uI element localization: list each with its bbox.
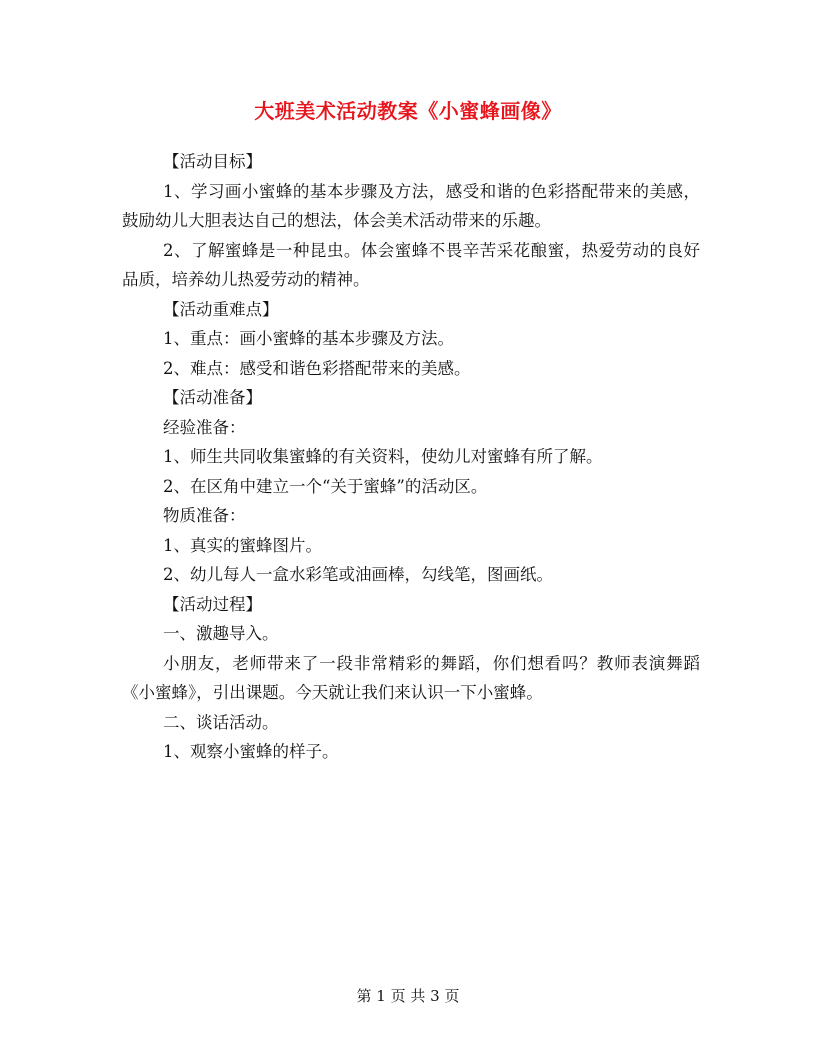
key-point-2: 2、难点：感受和谐色彩搭配带来的美感。 (163, 358, 471, 378)
subheading-experience-prep: 经验准备： (163, 417, 246, 437)
document-title: 大班美术活动教案《小蜜蜂画像》 (254, 99, 562, 123)
process-step-2-item-1: 1、观察小蜜蜂的样子。 (163, 742, 339, 761)
page-footer: 第 1 页 共 3 页 (356, 987, 460, 1005)
section-heading-goals: 【活动目标】 (163, 152, 262, 171)
material-prep-item-2: 2、幼儿每人一盒水彩笔或油画棒，勾线笔，图画纸。 (163, 565, 553, 584)
experience-prep-item-1: 1、师生共同收集蜜蜂的有关资料，使幼儿对蜜蜂有所了解。 (163, 447, 603, 466)
goal-item-2: 2、了解蜜蜂是一种昆虫。体会蜜蜂不畏辛苦采花酿蜜，热爱劳动的良好品质，培养幼儿热爱劳动的精神。 (122, 240, 700, 289)
process-step-1-text: 小朋友，老师带来了一段非常精彩的舞蹈，你们想看吗？教师表演舞蹈《小蜜蜂》，引出课题。今天就让我们来认识一下小蜜蜂。 (122, 653, 700, 702)
process-step-2-heading: 二、谈话活动。 (163, 712, 279, 732)
material-prep-item-1: 1、真实的蜜蜂图片。 (163, 535, 322, 555)
experience-prep-item-2: 2、在区角中建立一个“关于蜜蜂”的活动区。 (163, 476, 488, 496)
section-heading-preparation: 【活动准备】 (163, 388, 262, 407)
goal-item-1: 1、学习画小蜜蜂的基本步骤及方法，感受和谐的色彩搭配带来的美感，鼓励幼儿大胆表达自己的想法，体会美术活动带来的乐趣。 (122, 181, 700, 230)
document-body (122, 147, 700, 767)
subheading-material-prep: 物质准备： (163, 506, 246, 525)
process-step-1-heading: 一、激趣导入。 (163, 624, 279, 643)
section-heading-key-points: 【活动重难点】 (163, 299, 279, 319)
section-heading-process: 【活动过程】 (163, 594, 262, 614)
key-point-1: 1、重点：画小蜜蜂的基本步骤及方法。 (163, 329, 454, 348)
